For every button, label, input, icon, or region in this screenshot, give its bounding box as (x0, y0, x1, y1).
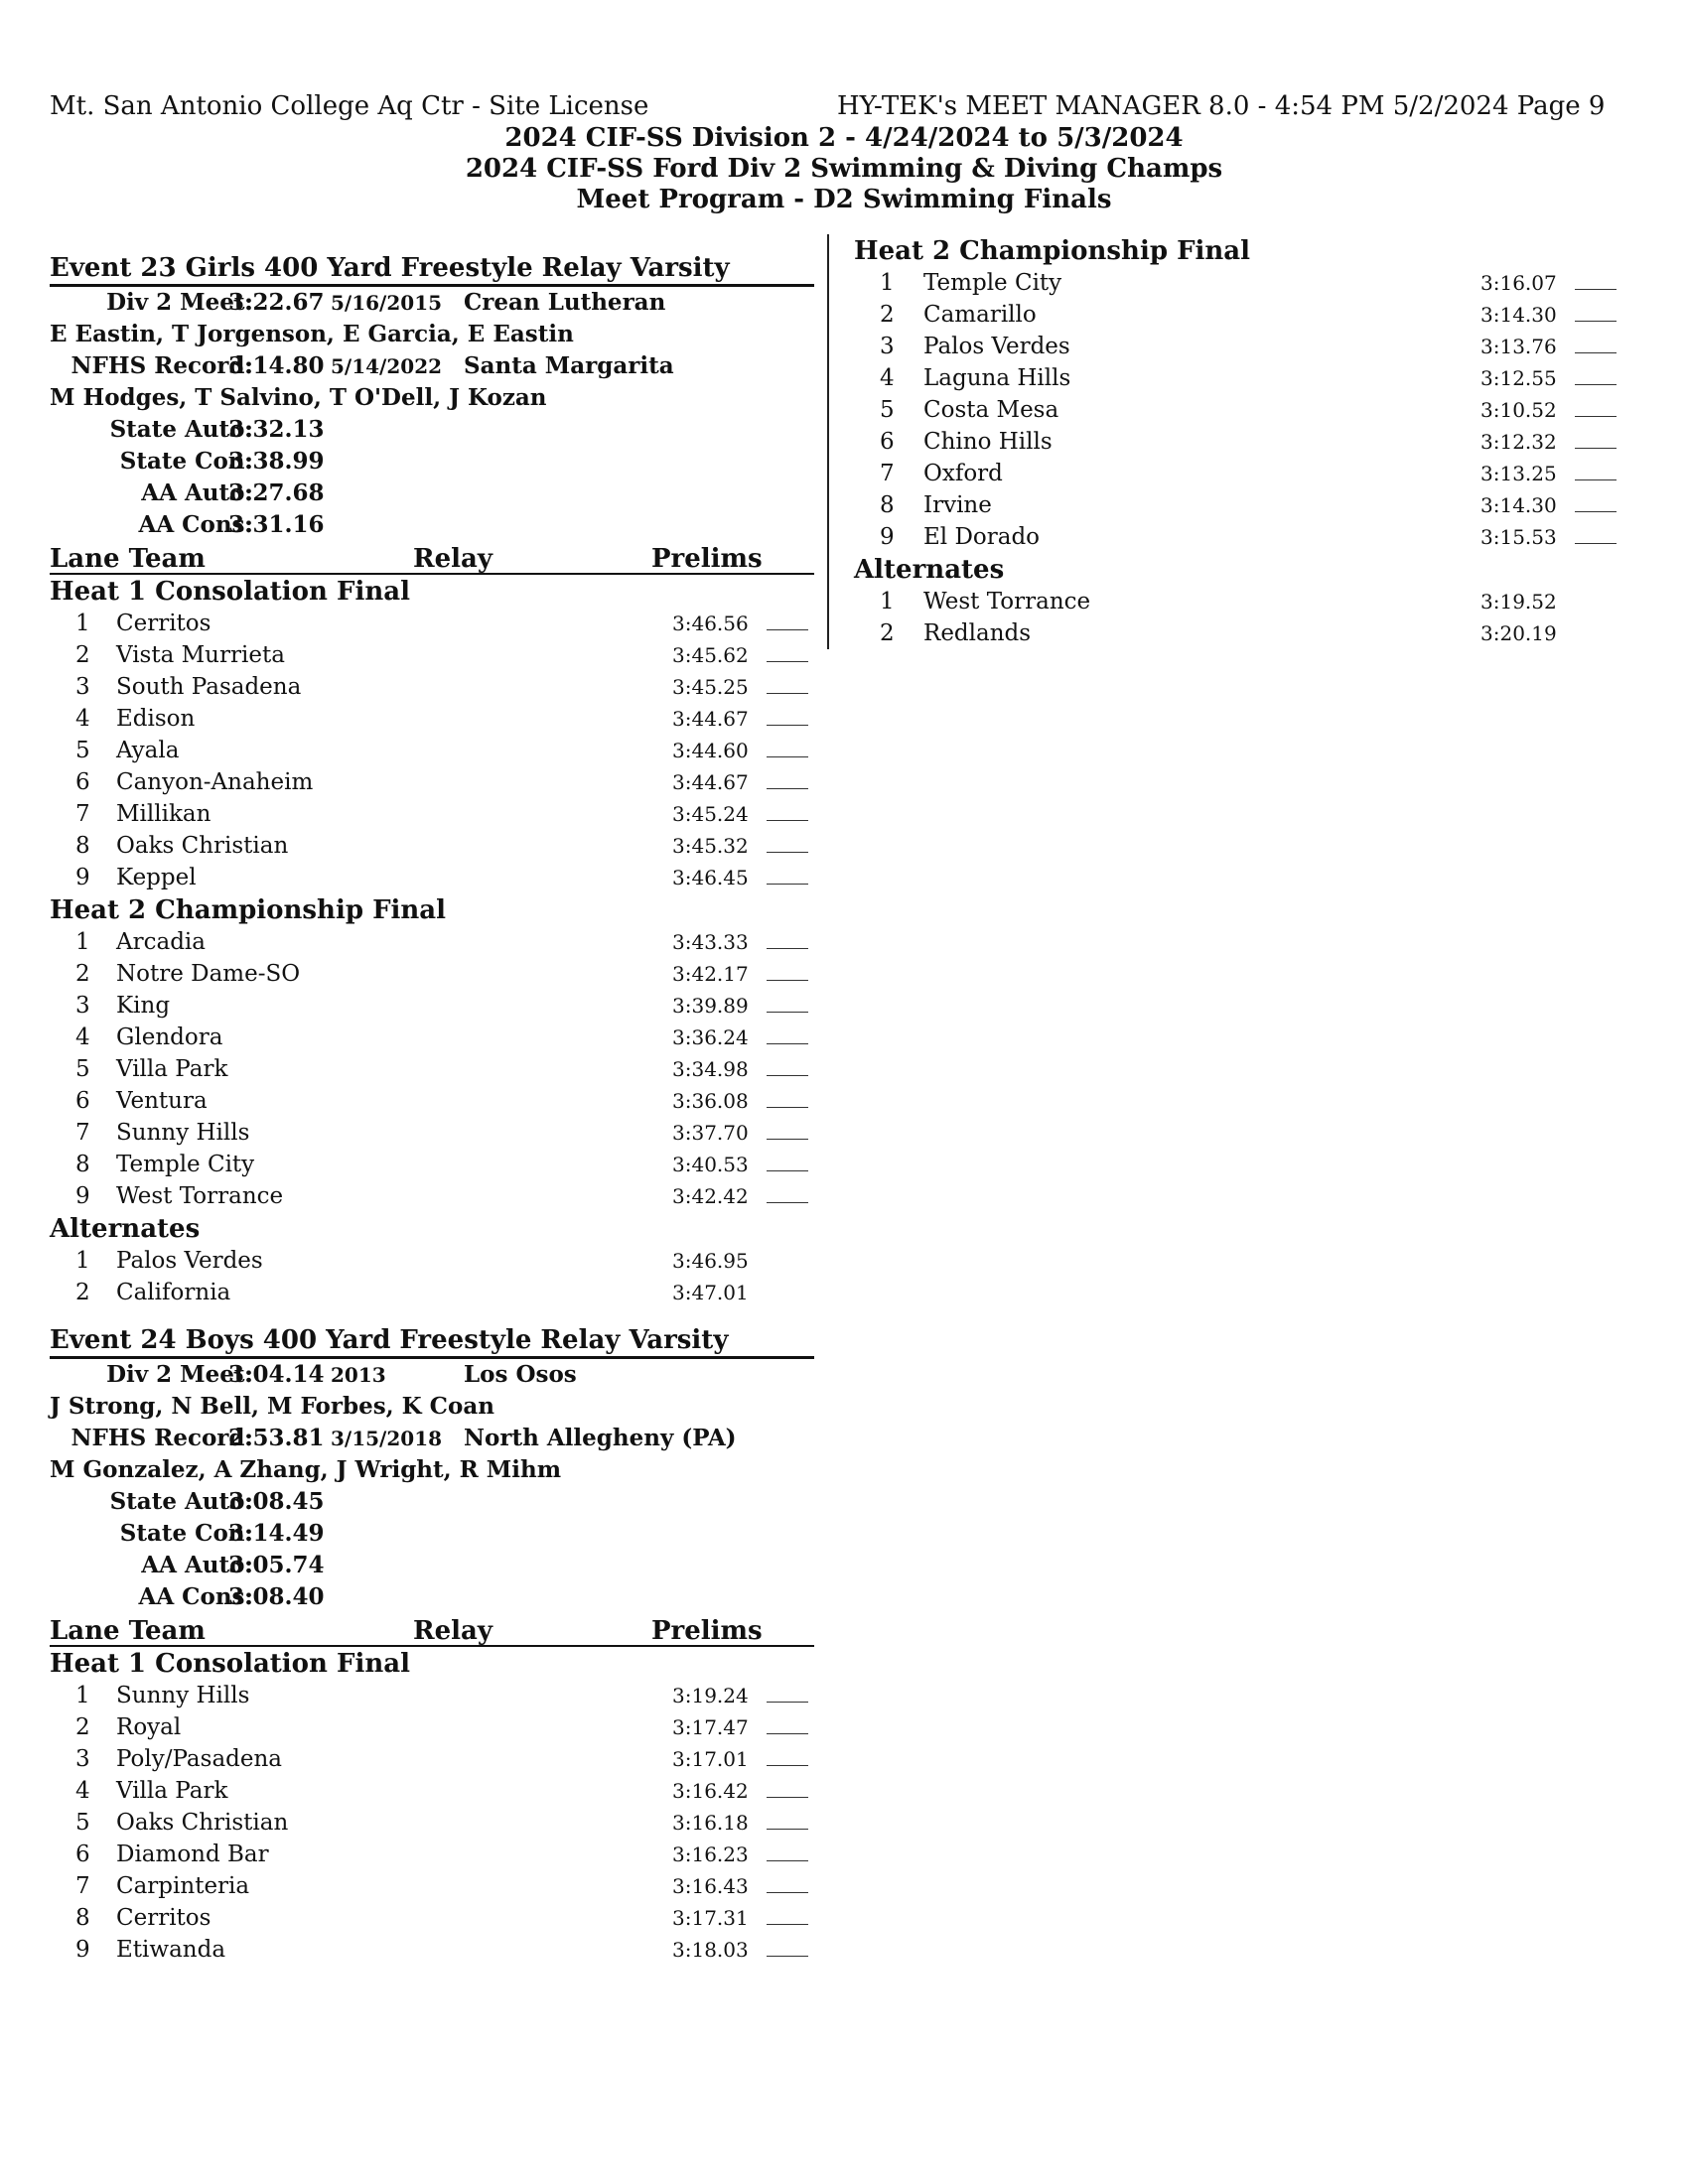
lane-number: 3 (75, 1746, 90, 1772)
prelim-time: 3:44.67 (672, 707, 749, 731)
final-time-blank (767, 629, 808, 630)
prelims-header: Prelims (651, 544, 763, 574)
meet-title-1: 2024 CIF-SS Division 2 - 4/24/2024 to 5/3/2024 (504, 123, 1184, 153)
lane-number: 9 (75, 865, 90, 890)
standard-time: 3:08.40 (228, 1583, 325, 1610)
final-time-blank (1575, 543, 1617, 544)
final-time-blank (767, 788, 808, 789)
standard-time: 3:08.45 (228, 1488, 325, 1515)
table-row (50, 1053, 814, 1085)
record-label: Div 2 Meet: (106, 1361, 253, 1388)
table-row (50, 1775, 814, 1807)
lane-team-header: Lane Team (50, 544, 206, 574)
team-name: Sunny Hills (116, 1683, 250, 1708)
right-column (854, 234, 1628, 649)
table-row (50, 1245, 814, 1277)
prelim-time: 3:20.19 (1480, 621, 1557, 645)
final-time-blank (767, 1202, 808, 1203)
table-row (854, 458, 1628, 489)
table-row (50, 1680, 814, 1711)
standard-label: State Auto: (109, 416, 253, 443)
lane-number: 3 (880, 334, 895, 359)
prelim-time: 3:13.25 (1480, 462, 1557, 485)
standard-time: 3:14.49 (228, 1520, 325, 1547)
prelim-time: 3:19.52 (1480, 590, 1557, 614)
prelim-time: 3:12.55 (1480, 366, 1557, 390)
record-team: North Allegheny (PA) (464, 1425, 737, 1451)
prelim-time: 3:36.08 (672, 1089, 749, 1113)
lane-number: 1 (75, 611, 90, 636)
final-time-blank (1575, 352, 1617, 353)
table-row (854, 331, 1628, 362)
event-23-heat-2-rows (50, 926, 814, 1212)
lane-number: 9 (75, 1183, 90, 1209)
event-23-heat-1-title: Heat 1 Consolation Final (50, 577, 410, 607)
record-label: Div 2 Meet: (106, 289, 253, 316)
prelim-time: 3:16.18 (672, 1811, 749, 1835)
event-24-aa-auto (50, 1550, 814, 1581)
standard-label: State Con: (119, 448, 253, 475)
record-date: 5/16/2015 (331, 291, 443, 315)
lane-number: 5 (880, 397, 895, 423)
lane-number: 8 (75, 833, 90, 859)
final-time-blank (767, 1924, 808, 1925)
final-time-blank (767, 1860, 808, 1861)
event-23-alternates-rows (50, 1245, 814, 1308)
column-divider (827, 234, 829, 649)
final-time-blank (767, 1075, 808, 1076)
team-name: Vista Murrieta (116, 642, 285, 668)
prelim-time: 3:44.60 (672, 739, 749, 762)
prelim-time: 3:45.24 (672, 802, 749, 826)
table-row (854, 299, 1628, 331)
team-name: Glendora (116, 1024, 223, 1050)
team-name: Oaks Christian (116, 833, 289, 859)
prelim-time: 3:46.45 (672, 866, 749, 889)
record-label: NFHS Record: (70, 1425, 253, 1451)
table-row (50, 1743, 814, 1775)
event-23-nfhs-swimmers: M Hodges, T Salvino, T O'Dell, J Kozan (50, 384, 547, 411)
team-name: El Dorado (923, 524, 1041, 550)
team-name: West Torrance (923, 589, 1091, 614)
table-row (50, 1180, 814, 1212)
prelim-time: 3:40.53 (672, 1153, 749, 1176)
event-24-aa-cons (50, 1581, 814, 1613)
final-time-blank (1575, 289, 1617, 290)
meet-title-2: 2024 CIF-SS Ford Div 2 Swimming & Diving Champs (465, 154, 1223, 184)
team-name: Oaks Christian (116, 1810, 289, 1836)
team-name: South Pasadena (116, 674, 302, 700)
standard-time: 3:38.99 (228, 448, 325, 475)
team-name: Palos Verdes (923, 334, 1070, 359)
table-row (854, 362, 1628, 394)
event-23-state-con (50, 446, 814, 478)
lane-team-header: Lane Team (50, 1616, 206, 1646)
team-name: Etiwanda (116, 1937, 226, 1963)
team-name: Canyon-Anaheim (116, 769, 314, 795)
record-label: NFHS Record: (70, 352, 253, 379)
prelim-time: 3:10.52 (1480, 398, 1557, 422)
prelim-time: 3:17.47 (672, 1715, 749, 1739)
final-time-blank (767, 756, 808, 757)
event-24-column-header (50, 1615, 814, 1647)
final-time-blank (767, 1892, 808, 1893)
table-row (50, 766, 814, 798)
prelim-time: 3:18.03 (672, 1938, 749, 1962)
event-23-heat-1-rows (50, 608, 814, 893)
table-row (50, 1807, 814, 1839)
event-23-aa-auto (50, 478, 814, 509)
table-row (50, 1870, 814, 1902)
lane-number: 1 (880, 270, 895, 296)
prelim-time: 3:14.30 (1480, 493, 1557, 517)
final-time-blank (767, 1956, 808, 1957)
team-name: Keppel (116, 865, 197, 890)
lane-number: 3 (75, 993, 90, 1019)
prelim-time: 3:45.62 (672, 643, 749, 667)
prelim-time: 3:19.24 (672, 1684, 749, 1707)
lane-number: 6 (75, 769, 90, 795)
table-row (50, 1022, 814, 1053)
standard-label: AA Cons: (138, 1583, 253, 1610)
event-24-state-auto (50, 1486, 814, 1518)
team-name: Carpinteria (116, 1873, 250, 1899)
prelims-header: Prelims (651, 1616, 763, 1646)
record-time: 3:04.14 (228, 1361, 325, 1388)
lane-number: 2 (75, 1280, 90, 1305)
table-row (854, 489, 1628, 521)
lane-number: 5 (75, 1056, 90, 1082)
table-row (50, 1117, 814, 1149)
standard-time: 3:27.68 (228, 479, 325, 506)
lane-number: 8 (75, 1152, 90, 1177)
team-name: Sunny Hills (116, 1120, 250, 1146)
prelim-time: 3:17.31 (672, 1906, 749, 1930)
final-time-blank (767, 725, 808, 726)
table-row (854, 586, 1628, 617)
lane-number: 2 (75, 642, 90, 668)
team-name: Laguna Hills (923, 365, 1071, 391)
final-time-blank (1575, 511, 1617, 512)
prelim-time: 3:42.42 (672, 1184, 749, 1208)
table-row (50, 798, 814, 830)
lane-number: 1 (75, 1683, 90, 1708)
final-time-blank (767, 852, 808, 853)
prelim-time: 3:16.42 (672, 1779, 749, 1803)
team-name: Oxford (923, 461, 1003, 486)
table-row (854, 521, 1628, 553)
lane-number: 1 (880, 589, 895, 614)
final-time-blank (767, 661, 808, 662)
table-row (50, 1934, 814, 1966)
event-24-title: Event 24 Boys 400 Yard Freestyle Relay Varsity (50, 1324, 814, 1359)
record-team: Santa Margarita (464, 352, 674, 379)
team-name: Costa Mesa (923, 397, 1059, 423)
lane-number: 3 (75, 674, 90, 700)
left-column (50, 252, 814, 1966)
prelim-time: 3:43.33 (672, 930, 749, 954)
record-team: Los Osos (464, 1361, 577, 1388)
final-time-blank (767, 884, 808, 885)
table-row (50, 1839, 814, 1870)
meet-title-3: Meet Program - D2 Swimming Finals (576, 185, 1112, 214)
team-name: Ayala (116, 738, 180, 763)
table-row (50, 990, 814, 1022)
lane-number: 6 (75, 1842, 90, 1867)
standard-label: State Con: (119, 1520, 253, 1547)
record-time: 3:22.67 (228, 289, 325, 316)
final-time-blank (767, 1139, 808, 1140)
table-row (854, 426, 1628, 458)
final-time-blank (767, 980, 808, 981)
prelim-time: 3:16.43 (672, 1874, 749, 1898)
event-23-aa-cons (50, 509, 814, 541)
prelim-time: 3:12.32 (1480, 430, 1557, 454)
team-name: Temple City (923, 270, 1062, 296)
final-time-blank (767, 1012, 808, 1013)
team-name: Cerritos (116, 611, 211, 636)
team-name: West Torrance (116, 1183, 284, 1209)
standard-label: AA Auto: (141, 1552, 253, 1578)
site-license-header: Mt. San Antonio College Aq Ctr - Site License (50, 91, 649, 121)
team-name: Chino Hills (923, 429, 1053, 455)
record-team: Crean Lutheran (464, 289, 666, 316)
lane-number: 4 (880, 365, 895, 391)
prelim-time: 3:42.17 (672, 962, 749, 986)
team-name: Millikan (116, 801, 211, 827)
final-time-blank (1575, 321, 1617, 322)
lane-number: 5 (75, 738, 90, 763)
event-23-heat-2-title: Heat 2 Championship Final (50, 895, 447, 925)
record-time: 3:14.80 (228, 352, 325, 379)
table-row (854, 267, 1628, 299)
team-name: Cerritos (116, 1905, 211, 1931)
lane-number: 5 (75, 1810, 90, 1836)
final-time-blank (1575, 384, 1617, 385)
event-23-column-header (50, 543, 814, 575)
event-24-heat-1-title: Heat 1 Consolation Final (50, 1649, 410, 1679)
event-23-nfhs-record (50, 350, 814, 382)
table-row (50, 671, 814, 703)
team-name: Redlands (923, 620, 1032, 646)
prelim-time: 3:36.24 (672, 1025, 749, 1049)
final-time-blank (767, 1733, 808, 1734)
prelim-time: 3:47.01 (672, 1281, 749, 1304)
table-row (50, 1902, 814, 1934)
prelim-time: 3:13.76 (1480, 335, 1557, 358)
final-time-blank (767, 1170, 808, 1171)
table-row (50, 1277, 814, 1308)
team-name: Notre Dame-SO (116, 961, 301, 987)
table-row (854, 394, 1628, 426)
prelim-time: 3:15.53 (1480, 525, 1557, 549)
prelim-time: 3:45.25 (672, 675, 749, 699)
standard-time: 3:31.16 (228, 511, 325, 538)
event-23-div2-swimmers: E Eastin, T Jorgenson, E Garcia, E Eastin (50, 321, 574, 347)
lane-number: 4 (75, 1778, 90, 1804)
lane-number: 2 (880, 302, 895, 328)
standard-time: 3:32.13 (228, 416, 325, 443)
spacer (50, 1308, 814, 1324)
prelim-time: 3:16.07 (1480, 271, 1557, 295)
team-name: Palos Verdes (116, 1248, 263, 1274)
final-time-blank (767, 1107, 808, 1108)
lane-number: 4 (75, 1024, 90, 1050)
lane-number: 7 (75, 801, 90, 827)
team-name: Camarillo (923, 302, 1037, 328)
final-time-blank (1575, 416, 1617, 417)
prelim-time: 3:46.56 (672, 612, 749, 635)
team-name: Edison (116, 706, 196, 732)
table-row (854, 617, 1628, 649)
record-date: 2013 (331, 1363, 386, 1387)
table-row (50, 1085, 814, 1117)
event-23-div2-record (50, 287, 814, 319)
standard-label: AA Cons: (138, 511, 253, 538)
team-name: Villa Park (116, 1056, 228, 1082)
prelim-time: 3:16.23 (672, 1843, 749, 1866)
lane-number: 6 (880, 429, 895, 455)
event-24-div2-record (50, 1359, 814, 1391)
record-date: 5/14/2022 (331, 354, 443, 378)
event-23-title: Event 23 Girls 400 Yard Freestyle Relay Varsity (50, 252, 814, 287)
final-time-blank (1575, 448, 1617, 449)
team-name: Temple City (116, 1152, 255, 1177)
event-23-alternates-title: Alternates (50, 1214, 201, 1244)
table-row (50, 639, 814, 671)
event-24-alternates-rows (854, 586, 1628, 649)
event-24-nfhs-swimmers: M Gonzalez, A Zhang, J Wright, R Mihm (50, 1456, 562, 1483)
final-time-blank (767, 1043, 808, 1044)
lane-number: 4 (75, 706, 90, 732)
final-time-blank (767, 1829, 808, 1830)
relay-header: Relay (413, 1616, 492, 1646)
table-row (50, 958, 814, 990)
lane-number: 7 (75, 1120, 90, 1146)
lane-number: 8 (75, 1905, 90, 1931)
team-name: Royal (116, 1714, 182, 1740)
event-24-state-con (50, 1518, 814, 1550)
standard-label: State Auto: (109, 1488, 253, 1515)
lane-number: 7 (880, 461, 895, 486)
final-time-blank (767, 693, 808, 694)
table-row (50, 862, 814, 893)
event-24-heat-2-rows (854, 267, 1628, 553)
team-name: King (116, 993, 171, 1019)
team-name: Poly/Pasadena (116, 1746, 283, 1772)
table-row (50, 926, 814, 958)
team-name: Arcadia (116, 929, 206, 955)
table-row (50, 735, 814, 766)
standard-time: 3:05.74 (228, 1552, 325, 1578)
team-name: Villa Park (116, 1778, 228, 1804)
table-row (50, 830, 814, 862)
lane-number: 7 (75, 1873, 90, 1899)
final-time-blank (767, 948, 808, 949)
table-row (50, 1711, 814, 1743)
prelim-time: 3:34.98 (672, 1057, 749, 1081)
final-time-blank (767, 1797, 808, 1798)
event-24-heat-2-title: Heat 2 Championship Final (854, 236, 1251, 266)
lane-number: 8 (880, 492, 895, 518)
lane-number: 1 (75, 1248, 90, 1274)
prelim-time: 3:37.70 (672, 1121, 749, 1145)
record-date: 3/15/2018 (331, 1427, 443, 1450)
table-row (50, 703, 814, 735)
table-row (50, 608, 814, 639)
event-24-nfhs-record (50, 1423, 814, 1454)
team-name: Diamond Bar (116, 1842, 269, 1867)
standard-label: AA Auto: (141, 479, 253, 506)
relay-header: Relay (413, 544, 492, 574)
final-time-blank (767, 1765, 808, 1766)
final-time-blank (767, 820, 808, 821)
team-name: Irvine (923, 492, 992, 518)
prelim-time: 3:44.67 (672, 770, 749, 794)
event-24-heat-1-rows (50, 1680, 814, 1966)
lane-number: 1 (75, 929, 90, 955)
lane-number: 9 (880, 524, 895, 550)
final-time-blank (1575, 479, 1617, 480)
prelim-time: 3:39.89 (672, 994, 749, 1018)
meet-manager-header: HY-TEK's MEET MANAGER 8.0 - 4:54 PM 5/2/2024 Page 9 (837, 91, 1606, 121)
record-time: 2:53.81 (228, 1425, 325, 1451)
lane-number: 2 (880, 620, 895, 646)
team-name: Ventura (116, 1088, 208, 1114)
final-time-blank (767, 1702, 808, 1703)
event-24-alternates-title: Alternates (854, 555, 1005, 585)
event-23-state-auto (50, 414, 814, 446)
lane-number: 6 (75, 1088, 90, 1114)
lane-number: 9 (75, 1937, 90, 1963)
event-24-div2-swimmers: J Strong, N Bell, M Forbes, K Coan (50, 1393, 494, 1420)
table-row (50, 1149, 814, 1180)
prelim-time: 3:46.95 (672, 1249, 749, 1273)
team-name: California (116, 1280, 231, 1305)
prelim-time: 3:17.01 (672, 1747, 749, 1771)
prelim-time: 3:14.30 (1480, 303, 1557, 327)
lane-number: 2 (75, 1714, 90, 1740)
lane-number: 2 (75, 961, 90, 987)
prelim-time: 3:45.32 (672, 834, 749, 858)
